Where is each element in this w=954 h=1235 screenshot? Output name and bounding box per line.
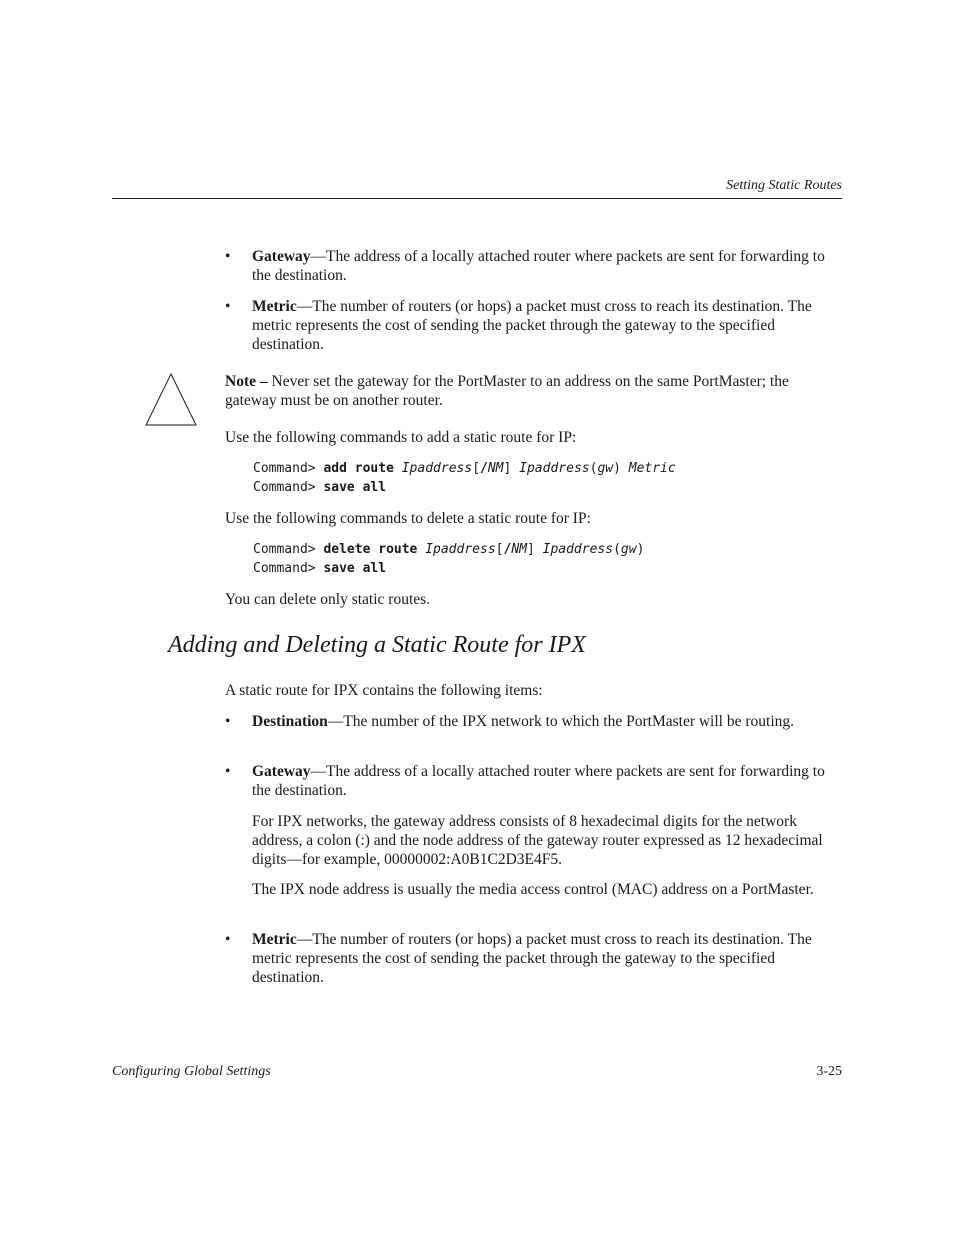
list-item-gateway (252, 762, 837, 800)
running-header: Setting Static Routes (726, 178, 842, 193)
save-all-command (253, 478, 386, 497)
command-keyword: delete route (323, 542, 418, 557)
paren: ) (613, 461, 621, 476)
command-prompt: Command> (253, 480, 324, 495)
term-metric: Metric (252, 931, 297, 948)
bullet-symbol: • (225, 763, 231, 780)
command-arg: Ipaddress (425, 542, 496, 557)
add-route-intro: Use the following commands to add a static route for IP: (225, 429, 577, 446)
command-prompt: Command> (253, 542, 324, 557)
caution-triangle-icon (144, 372, 199, 427)
bracket: [ (495, 542, 504, 557)
note (225, 372, 840, 410)
bullet-symbol: • (225, 298, 231, 315)
command-arg: gw (597, 461, 614, 476)
slash: / (503, 542, 512, 557)
paren: ( (589, 461, 598, 476)
slash: / (480, 461, 488, 476)
bullet-symbol: • (225, 713, 231, 730)
command-arg: gw (620, 542, 637, 557)
footer-chapter: Configuring Global Settings (112, 1064, 271, 1079)
definition-metric: —The number of routers (or hops) a packet must cross to reach its destination. The metric represents the cost of sending the packet through the gateway to the specified destination. (252, 931, 812, 986)
note-label: Note – (225, 373, 268, 390)
command-prompt: Command> (253, 561, 324, 576)
section-intro: A static route for IPX contains the following items: (225, 682, 543, 699)
command-keyword: save all (323, 480, 387, 495)
command-arg: Ipaddress (519, 461, 590, 476)
command-arg: NM (511, 542, 527, 557)
command-keyword: save all (323, 561, 387, 576)
term-metric: Metric (252, 298, 297, 315)
note-text: Never set the gateway for the PortMaster to an address on the same PortMaster; the gateway must be on another router. (225, 373, 789, 409)
save-all-command (253, 559, 386, 578)
command-arg: Ipaddress (401, 461, 473, 476)
list-item-gateway (252, 247, 837, 285)
bracket: ] (503, 461, 512, 476)
delete-only-note: You can delete only static routes. (225, 591, 431, 608)
paren: ( (613, 542, 621, 557)
list-item-destination (252, 712, 837, 731)
command-arg: NM (487, 461, 504, 476)
bracket: ] (526, 542, 535, 557)
command-prompt: Command> (253, 461, 324, 476)
gateway-node-paragraph: The IPX node address is usually the media access control (MAC) address on a PortMaster. (252, 881, 814, 898)
bullet-symbol: • (225, 931, 231, 948)
command-arg: Metric (628, 461, 676, 476)
header-rule (112, 198, 842, 199)
definition-gateway: —The address of a locally attached router where packets are sent for forwarding to the destination. (252, 763, 825, 799)
list-item-metric (252, 297, 837, 354)
definition-destination: —The number of the IPX network to which the PortMaster will be routing. (327, 713, 795, 730)
page-number: 3-25 (816, 1064, 842, 1079)
delete-route-intro: Use the following commands to delete a static route for IP: (225, 510, 591, 527)
term-destination: Destination (252, 713, 328, 730)
gateway-detail-paragraph: For IPX networks, the gateway address consists of 8 hexadecimal digits for the network address, a colon (:) and the node address of the gateway router expressed as 12 hexadecimal digits—for example, 00000002:A0B1C2D3E4F5. (252, 813, 823, 868)
paren: ) (636, 542, 645, 557)
section-heading: Adding and Deleting a Static Route for IPX (168, 632, 586, 658)
command-arg: Ipaddress (542, 542, 614, 557)
list-item-metric (252, 930, 837, 987)
bracket: [ (472, 461, 481, 476)
definition-metric: —The number of routers (or hops) a packet must cross to reach its destination. The metric represents the cost of sending the packet through the gateway to the specified destination. (252, 298, 812, 353)
definition-gateway: —The address of a locally attached router where packets are sent for forwarding to the destination. (252, 248, 825, 284)
term-gateway: Gateway (252, 248, 311, 265)
delete-route-command (253, 540, 644, 559)
bullet-symbol: • (225, 248, 231, 265)
term-gateway: Gateway (252, 763, 311, 780)
command-keyword: add route (323, 461, 394, 476)
add-route-command (253, 459, 676, 478)
